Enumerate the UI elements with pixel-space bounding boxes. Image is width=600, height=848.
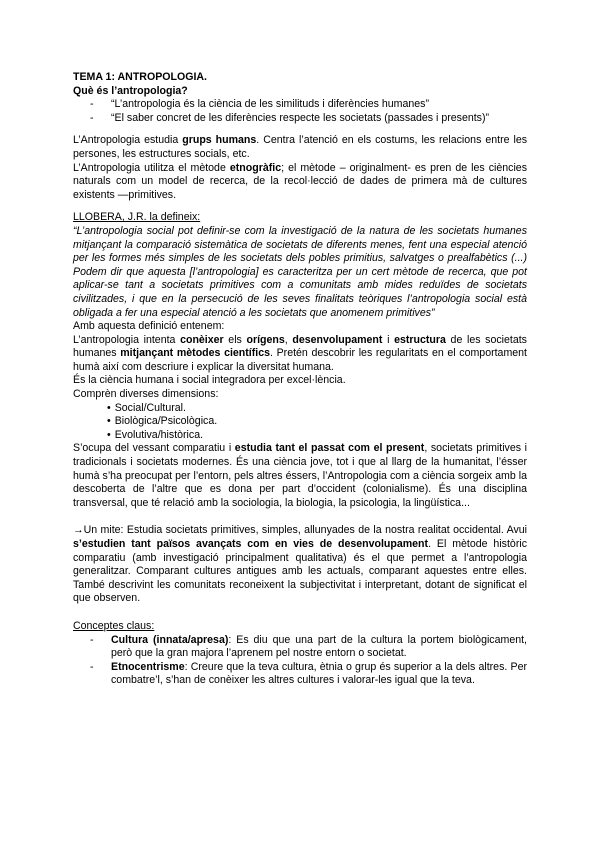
bold-term: estudia tant el passat com el present <box>234 442 425 455</box>
paragraph-goals <box>73 334 527 375</box>
concept-item <box>73 634 527 661</box>
dimension-item: • Biològica/Psicològica. <box>73 415 527 429</box>
page-title: TEMA 1: ANTROPOLOGIA. <box>73 71 207 83</box>
llobera-heading: LLOBERA, J.R. la defineix: <box>73 211 201 224</box>
text-run: ; el mètode – originalment- es pren de les ciències naturals com un model de recerca, de la recol·lecció de dades de primera mà de cultures existents —primitives. <box>73 161 527 201</box>
text-run: de les societats humanes <box>73 333 527 360</box>
definition-intro: Amb aquesta definició entenem: <box>73 320 225 333</box>
bold-term: orígens <box>246 333 285 346</box>
text-run: S’ocupa del vessant comparatiu i <box>73 442 235 455</box>
paragraph-integrative: És la ciència humana i social integradora per excel·lència. <box>73 374 346 387</box>
bold-term: conèixer <box>180 333 224 346</box>
definition-item: - “L’antropologia és la ciència de les similituds i diferències humanes” <box>73 98 527 112</box>
concepts-heading: Conceptes claus: <box>73 619 155 632</box>
dimension-item: • Evolutiva/històrica. <box>73 429 527 443</box>
bold-term: s’estudien tant països avançats com en vies de desenvolupament <box>73 538 429 550</box>
paragraph-groups <box>73 134 527 161</box>
text-run: els <box>223 333 247 346</box>
concept-list <box>73 634 527 688</box>
llobera-quote: “L’antropologia social pot definir-se com la investigació de la natura de les societats humanes mitjançant la comparació sistemàtica de societats de diferents menes, fent una especial atenció per les formes més simples de les societats dels pobles primitius, salvatges o prealfabètics (...) Podem dir que aquesta [l’antropologia] es caracteritza per un cert mètode de recerca, que pot aplicar-se tant a societats primitives com a comunitats amb mides reduïdes de societats civilitzades, i que en la persecució de les seves finalitats teòriques l’antropologia social està obligada a fer una especial atenció a les societats que anomenem primitives” <box>73 224 527 319</box>
text-run: L’antropologia intenta <box>73 333 181 346</box>
text-run: →Un mite: Estudia societats primitives, simples, allunyades de la nostra realitat occidental. Avui <box>73 524 527 537</box>
concept-text: : Es diu que una part de la cultura la portem biològicament, però que la gran majora l’aprenem pel nostre entorn o societat. <box>111 633 527 660</box>
concept-item <box>73 661 527 688</box>
dimension-list <box>73 402 527 443</box>
text-run: , <box>284 333 293 346</box>
bold-term: grups humans <box>182 134 257 147</box>
bold-term: estructura <box>394 333 446 346</box>
section-question: Què és l’antropologia? <box>73 84 188 97</box>
bold-term: mitjançant mètodes científics <box>120 347 271 360</box>
text-run: . Centra l’atenció en els costums, les relacions entre les persones, les estructures socials, etc. <box>73 134 528 160</box>
text-run: . El mètode històric comparatiu (amb investigació principalment qualitativa) és el que permet a l’antropologia generalitzar. Comparant cultures antigues amb les actuals, comparant aquestes entre elles. També descrivint les comunitats reconeixent la subjectivitat i interpretant, dotant de significat el que observen. <box>73 538 527 605</box>
concept-text: : Creure que la teva cultura, ètnia o grup és superior a la dels altres. Per combatre’l, s’han de conèixer les altres cultures i valorar-les igual que la teva. <box>111 660 527 687</box>
concept-term: Etnocentrisme <box>111 660 185 673</box>
concept-term: Cultura (innata/apresa) <box>111 633 229 646</box>
text-run: L’Antropologia estudia <box>73 134 183 147</box>
text-run: . Pretén descobrir les regularitats en el comportament humà així com descriure i explicar la diversitat humana. <box>73 347 527 373</box>
definition-list <box>73 98 527 125</box>
dimensions-intro: Comprèn diverses dimensions: <box>73 388 219 401</box>
text-run: , societats primitives i tradicionals i societats modernes. És una ciència jove, tot i que al llarg de la humanitat, l’ésser humà s’ha preocupat per l’entorn, pels altres éssers, l’Antropologia com a ciència sorgeix amb la descoberta de l’altre que es dona per part d’occident (colonialisme). És una disciplina transversal, que té relació amb la sociologia, la biologia, la psicologia, la lingüística... <box>73 442 528 509</box>
definition-item: - “El saber concret de les diferències respecte les societats (passades i presents)” <box>73 112 527 126</box>
text-run: i <box>382 333 395 346</box>
bold-term: desenvolupament <box>292 333 383 346</box>
paragraph-myth <box>73 524 527 606</box>
bold-term: etnogràfic <box>229 161 282 174</box>
paragraph-method <box>73 162 527 203</box>
dimension-item: • Social/Cultural. <box>73 402 527 416</box>
paragraph-comparative <box>73 442 527 510</box>
text-run: L’Antropologia utilitza el mètode <box>73 161 230 174</box>
